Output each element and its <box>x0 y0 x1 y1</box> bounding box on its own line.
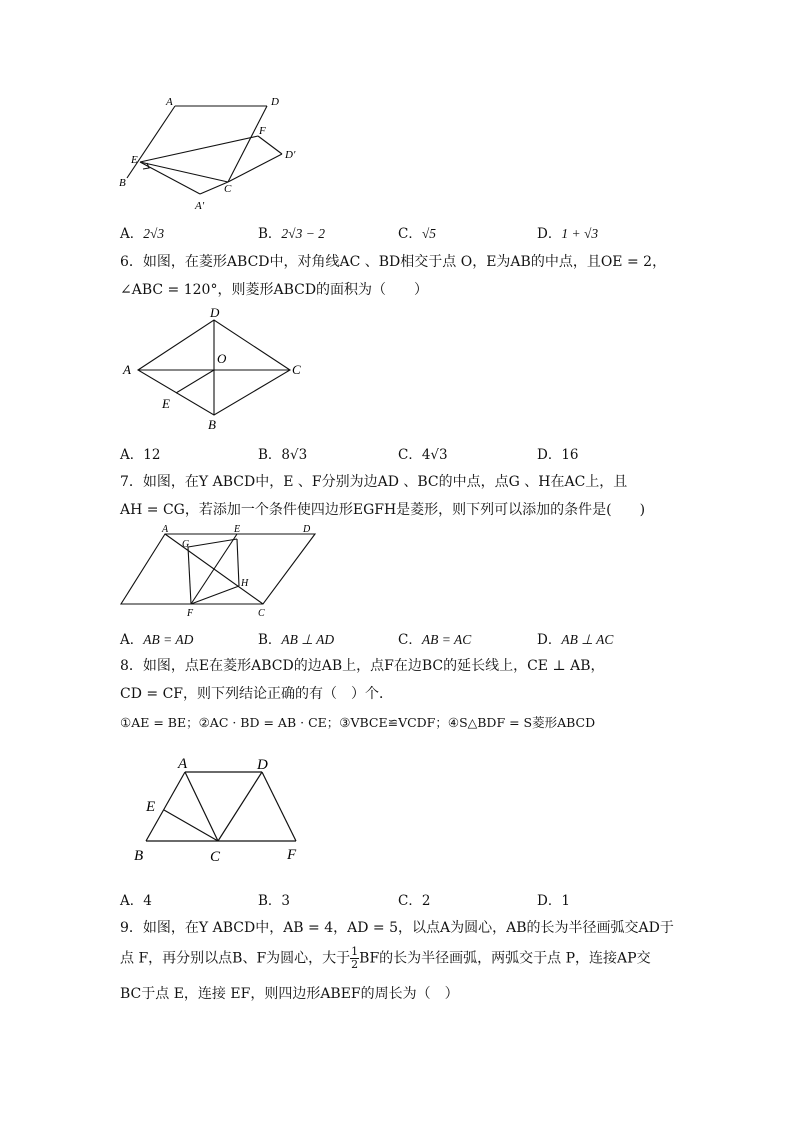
q6-option-d-letter: D． <box>537 447 562 463</box>
q7-option-a <box>120 628 193 648</box>
q6-option-b-text: 8√3 <box>281 447 308 463</box>
fig5-label-Dp: D′ <box>285 149 296 161</box>
q7-option-a-letter: A． <box>120 632 144 648</box>
q5-option-b-letter: B． <box>258 226 282 242</box>
q7-stem-line2: AH = CG，若添加一个条件使四边形EGFH是菱形，则下列可以添加的条件是( ) <box>120 502 646 518</box>
fig5-label-B: B <box>119 177 126 189</box>
fig7-label-C: C <box>258 608 265 619</box>
q6-option-d <box>537 443 579 463</box>
fig5-label-E: E <box>131 154 138 166</box>
q9-stem-line3: BC于点 E，连接 EF，则四边形ABEF的周长为（ ） <box>120 986 459 1002</box>
q6-option-c <box>398 443 448 463</box>
q6-stem-line1: 6．如图，在菱形ABCD中，对角线AC 、BD相交于点 O，E为AB的中点，且OE = 2， <box>120 254 667 270</box>
q5-option-a-letter: A． <box>120 226 144 242</box>
q5-option-b <box>258 222 325 242</box>
q8-option-a-letter: A． <box>120 893 144 909</box>
q8-option-b <box>258 889 290 909</box>
q8-option-c <box>398 889 430 909</box>
q5-option-b-text: 2√3 − 2 <box>281 226 325 241</box>
q8-option-a-text: 4 <box>143 893 152 909</box>
q8-stem-line2: CD = CF，则下列结论正确的有（ ）个． <box>120 686 393 702</box>
q8-option-d-text: 1 <box>561 893 570 909</box>
q8-option-b-letter: B． <box>258 893 282 909</box>
fig8-label-A: A <box>178 756 188 772</box>
q6-option-a-letter: A． <box>120 447 144 463</box>
q7-option-b-text: AB ⊥ AD <box>281 632 335 647</box>
q5-option-c <box>398 222 436 242</box>
q7-figure <box>115 522 325 622</box>
q8-figure <box>130 750 330 870</box>
fig6-label-E: E <box>162 396 170 411</box>
q5-option-c-letter: C． <box>398 226 422 242</box>
q8-stem-line1: 8．如图，点E在菱形ABCD的边AB上，点F在边BC的延长线上，CE ⊥ AB， <box>120 658 605 674</box>
fig7-label-G: G <box>182 539 190 550</box>
q5-option-a <box>120 222 164 242</box>
q8-option-c-text: 2 <box>421 893 431 909</box>
q7-option-d <box>537 628 613 648</box>
fig8-label-C: C <box>210 849 221 865</box>
q7-option-d-text: AB ⊥ AC <box>561 632 614 647</box>
q6-figure <box>118 305 318 435</box>
fig7-label-H: H <box>241 578 249 589</box>
fig6-label-A: A <box>123 362 131 377</box>
q7-option-c <box>398 628 471 648</box>
q7-stem-line1: 7．如图，在Y ABCD中，E 、F分别为边AD 、BC的中点，点G 、H在AC上，且 <box>120 474 628 490</box>
q6-option-a <box>120 443 160 463</box>
q9-stem-line2-end: BF的长为半径画弧，两弧交于点 P，连接AP交 <box>359 950 651 967</box>
q5-option-c-text: √5 <box>421 226 437 241</box>
q7-option-a-text: AB = AD <box>143 632 194 647</box>
q5-option-d-letter: D． <box>537 226 562 242</box>
fig7-label-A: A <box>162 524 169 535</box>
q6-option-b <box>258 443 307 463</box>
q6-option-b-letter: B． <box>258 447 282 463</box>
fig7-label-F: F <box>187 608 194 619</box>
q9-fraction <box>350 946 359 971</box>
q7-option-c-letter: C． <box>398 632 422 648</box>
q8-option-d-letter: D． <box>537 893 562 909</box>
fig6-label-D: D <box>210 305 220 320</box>
q8-option-c-letter: C． <box>398 893 422 909</box>
q5-option-d-text: 1 + √3 <box>561 226 599 241</box>
q9-stem-line2 <box>120 946 651 971</box>
q6-option-a-text: 12 <box>143 447 161 463</box>
q5-option-a-text: 2√3 <box>143 226 165 241</box>
q9-stem-line1: 9．如图，在Y ABCD中，AB = 4，AD = 5，以点A为圆心，AB的长为半径画弧交AD于 <box>120 920 674 936</box>
q5-figure <box>110 90 310 215</box>
fig8-label-F: F <box>287 847 297 863</box>
q6-option-d-text: 16 <box>561 447 579 463</box>
fig8-label-D: D <box>257 757 268 773</box>
fig6-label-B: B <box>208 417 216 432</box>
q5-option-d <box>537 222 598 242</box>
q7-option-c-text: AB = AC <box>421 632 472 647</box>
fig5-label-Ap: A′ <box>195 200 205 212</box>
fig6-label-C: C <box>292 362 301 377</box>
q6-option-c-letter: C． <box>398 447 422 463</box>
fig6-label-O: O <box>217 351 227 366</box>
fig5-label-C: C <box>224 183 232 195</box>
q8-option-d <box>537 889 570 909</box>
q8-stem-line3: ①AE = BE；②AC · BD = AB · CE；③VBCE≌VCDF；④S△BDF = S菱形ABCD <box>120 715 596 730</box>
fig5-label-F: F <box>259 125 266 137</box>
q8-option-a <box>120 889 152 909</box>
q9-stem-line2-start: 点 F，再分别以点B、F为圆心，大于 <box>120 950 351 967</box>
q6-stem-line2: ∠ABC = 120°，则菱形ABCD的面积为（ ） <box>120 282 429 298</box>
q6-option-c-text: 4√3 <box>421 447 448 463</box>
fig7-label-E: E <box>234 524 241 535</box>
q7-option-b-letter: B． <box>258 632 282 648</box>
q8-option-b-text: 3 <box>281 893 291 909</box>
fig7-label-D: D <box>303 524 311 535</box>
fig8-label-B: B <box>134 848 144 864</box>
fig5-label-A: A <box>166 96 173 108</box>
q7-option-d-letter: D． <box>537 632 562 648</box>
q7-option-b <box>258 628 334 648</box>
fig5-label-D: D <box>271 96 279 108</box>
fig8-label-E: E <box>146 799 156 815</box>
q9-fraction-numerator: 1 <box>351 945 359 958</box>
q9-fraction-denominator: 2 <box>351 958 359 971</box>
